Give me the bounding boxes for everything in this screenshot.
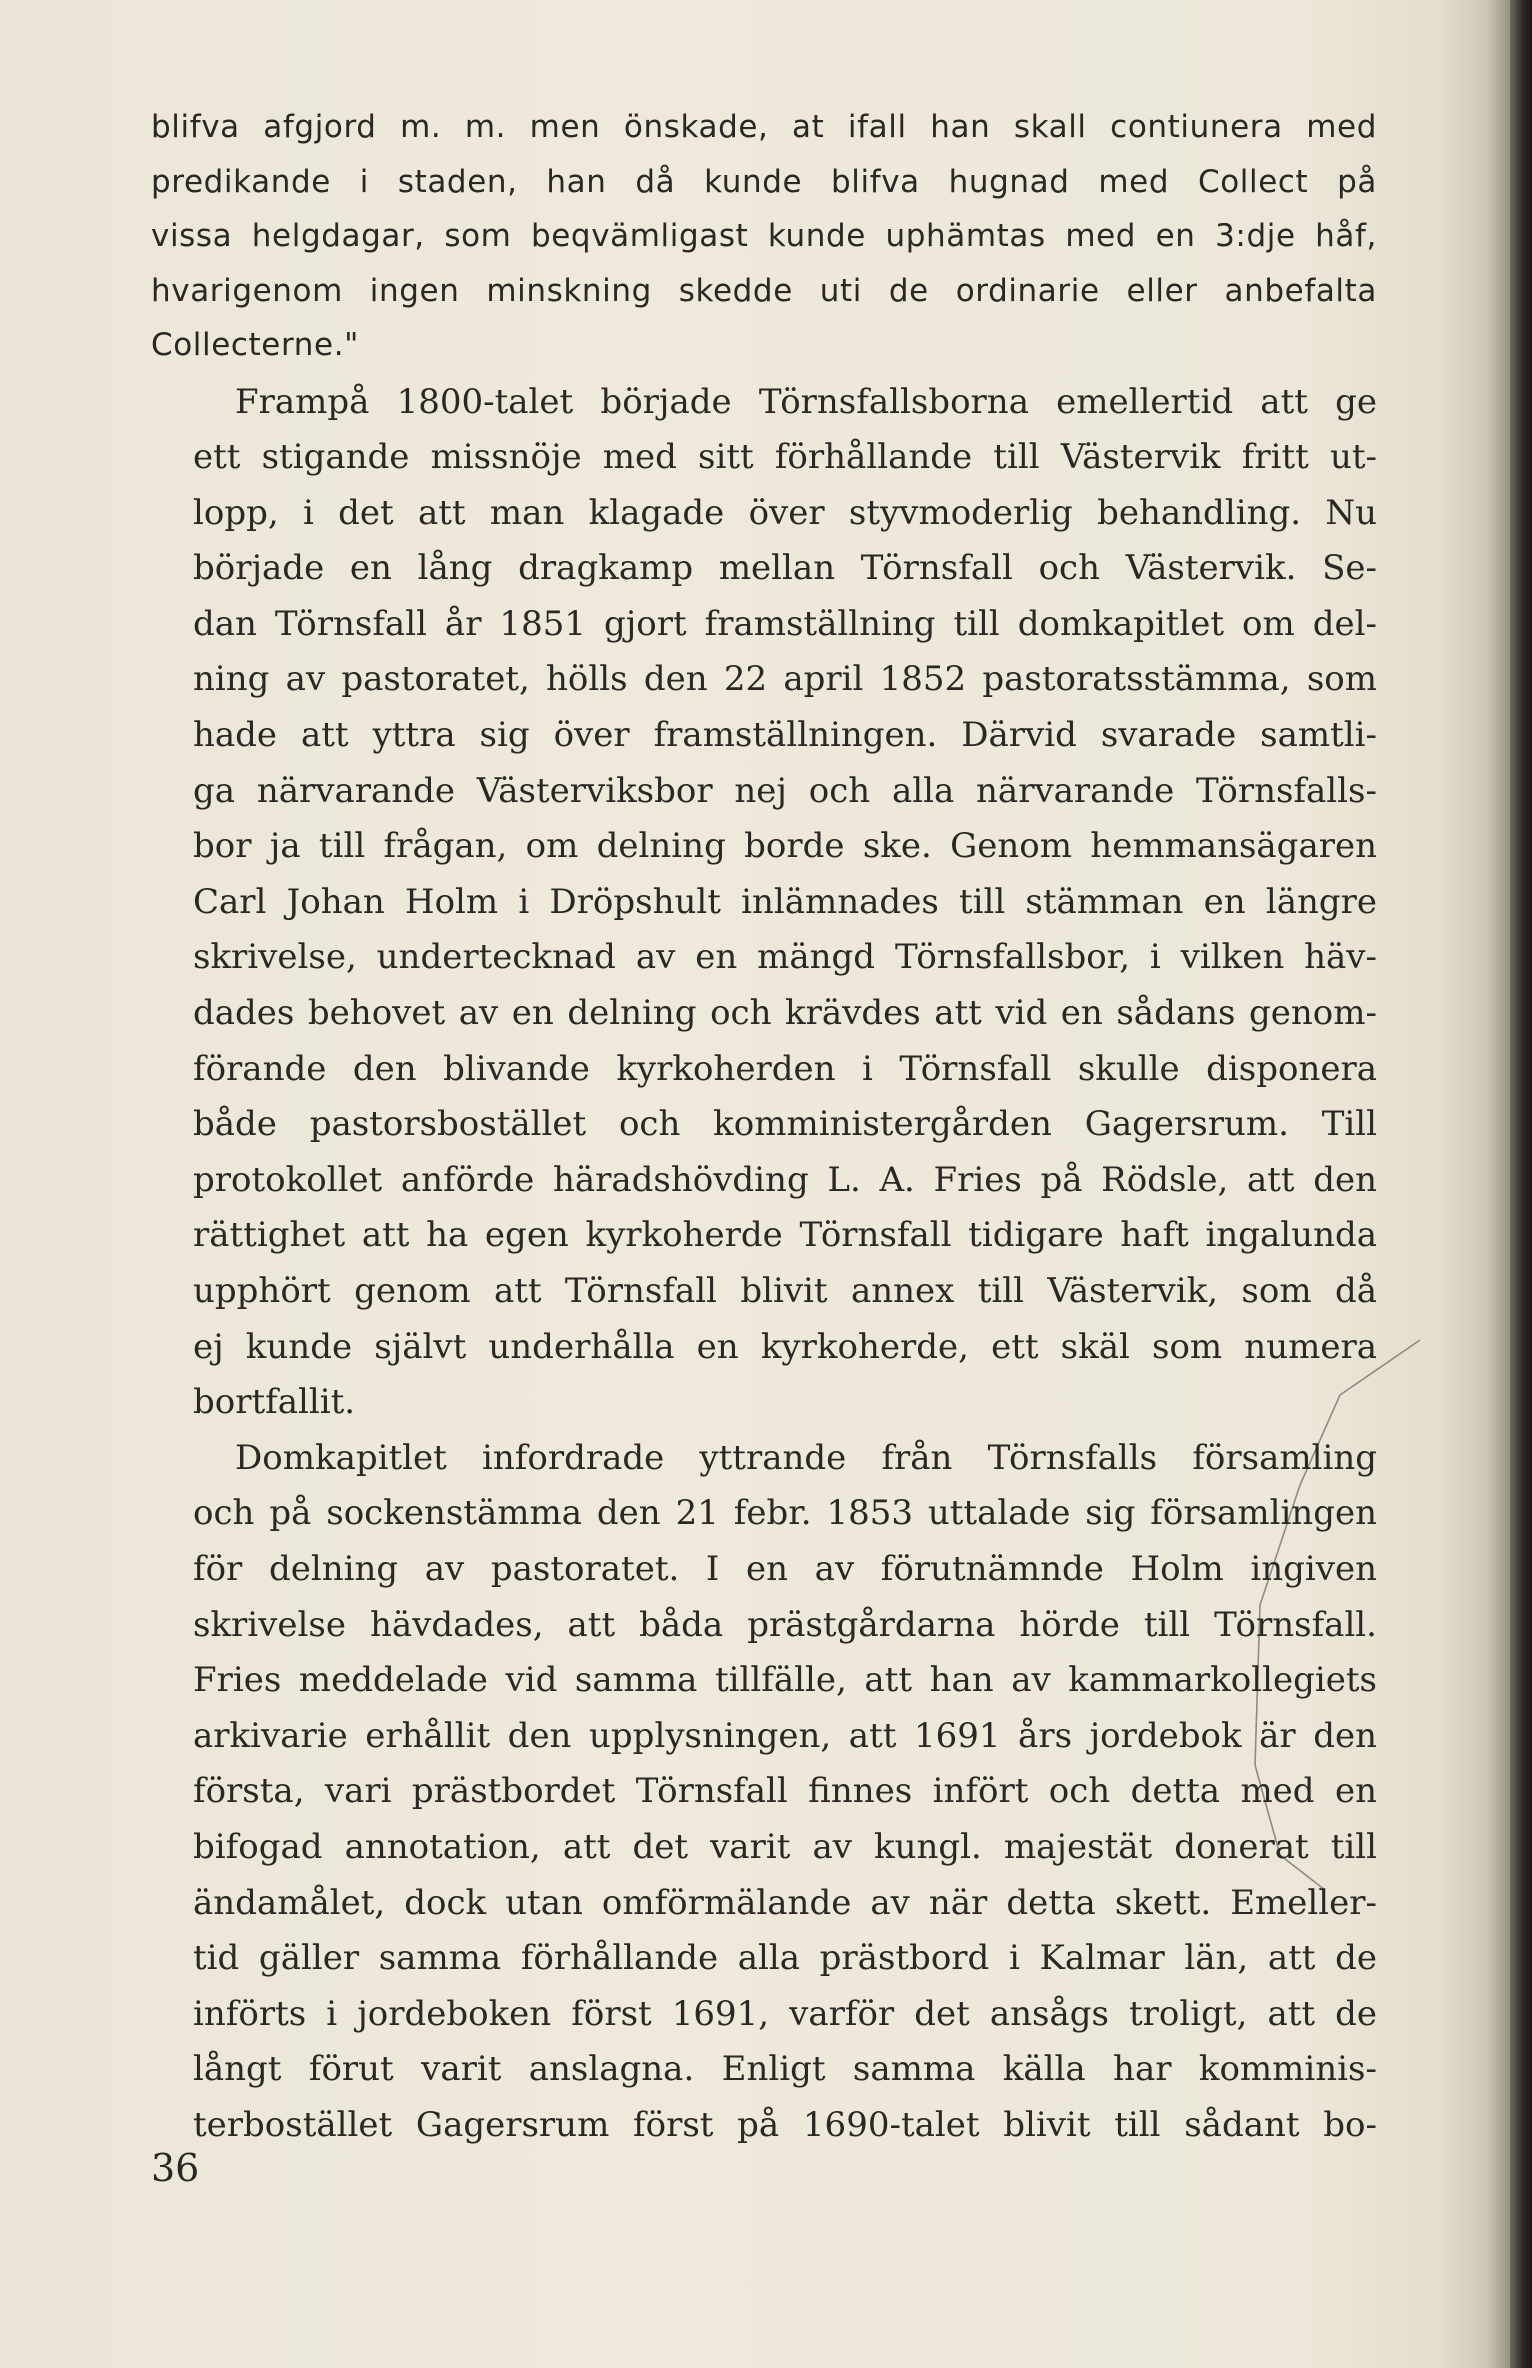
text-line: för delning av pastoratet. I en av förutnämnde Holm ingiven bbox=[193, 1548, 1377, 1589]
book-spine-shadow bbox=[1510, 0, 1532, 2368]
text-line: terbostället Gagersrum först på 1690-talet blivit till sådant bo- bbox=[193, 2104, 1377, 2145]
text-line: bifogad annotation, att det varit av kungl. majestät donerat till bbox=[193, 1826, 1377, 1867]
text-line: Domkapitlet infordrade yttrande från Törnsfalls församling bbox=[235, 1437, 1377, 1478]
text-line: dades behovet av en delning och krävdes att vid en sådans genom- bbox=[193, 993, 1377, 1034]
text-line: arkivarie erhållit den upplysningen, att 1691 års jordebok är den bbox=[193, 1715, 1377, 1756]
page-text bbox=[151, 100, 1377, 2154]
text-line: skrivelse, undertecknad av en mängd Törnsfallsbor, i vilken häv- bbox=[193, 937, 1377, 978]
text-line: långt förut varit anslagna. Enligt samma källa har komminis- bbox=[193, 2049, 1377, 2090]
text-line: ning av pastoratet, hölls den 22 april 1852 pastoratsstämma, som bbox=[193, 659, 1377, 700]
text-line: och på sockenstämma den 21 febr. 1853 uttalade sig församlingen bbox=[193, 1493, 1377, 1534]
text-line: tid gäller samma förhållande alla prästbord i Kalmar län, att de bbox=[193, 1938, 1377, 1979]
text-line: Carl Johan Holm i Dröpshult inlämnades till stämman en längre bbox=[193, 881, 1377, 922]
text-line: protokollet anförde häradshövding L. A. Fries på Rödsle, att den bbox=[193, 1159, 1377, 1200]
text-line: dan Törnsfall år 1851 gjort framställning till domkapitlet om del- bbox=[193, 603, 1377, 644]
text-line: Frampå 1800-talet började Törnsfallsborna emellertid att ge bbox=[235, 381, 1377, 422]
text-line: rättighet att ha egen kyrkoherde Törnsfall tidigare haft ingalunda bbox=[193, 1215, 1377, 1256]
text-line: började en lång dragkamp mellan Törnsfall och Västervik. Se- bbox=[193, 548, 1377, 589]
paragraph-3 bbox=[151, 1431, 1377, 2154]
text-line: hade att yttra sig över framställningen. Därvid svarade samtli- bbox=[193, 715, 1377, 756]
text-line: blifva afgjord m. m. men önskade, at ifall han skall contiunera med bbox=[151, 109, 1377, 145]
text-line: lopp, i det att man klagade över styvmoderlig behandling. Nu bbox=[193, 492, 1377, 533]
text-line: ett stigande missnöje med sitt förhållande till Västervik fritt ut- bbox=[193, 437, 1377, 478]
text-line: vissa helgdagar, som beqvämligast kunde uphämtas med en 3:dje håf, bbox=[151, 218, 1377, 254]
text-line: skrivelse hävdades, att båda prästgårdarna hörde till Törnsfall. bbox=[193, 1604, 1377, 1645]
text-line: både pastorsbostället och komministergården Gagersrum. Till bbox=[193, 1104, 1377, 1145]
text-line: bor ja till frågan, om delning borde ske. Genom hemmansägaren bbox=[193, 826, 1377, 867]
text-line: hvarigenom ingen minskning skedde uti de ordinarie eller anbefalta bbox=[151, 272, 1377, 309]
text-line: predikande i staden, han då kunde blifva hugnad med Collect på bbox=[151, 163, 1377, 200]
text-line: första, vari prästbordet Törnsfall finnes infört och detta med en bbox=[193, 1771, 1377, 1812]
text-line: ej kunde självt underhålla en kyrkoherde, ett skäl som numera bbox=[193, 1326, 1377, 1367]
paragraph-2 bbox=[151, 375, 1377, 1431]
text-line: införts i jordeboken först 1691, varför det ansågs troligt, att de bbox=[193, 1993, 1377, 2034]
text-line: Fries meddelade vid samma tillfälle, att han av kammarkollegiets bbox=[193, 1660, 1377, 1701]
page-number: 36 bbox=[151, 2146, 200, 2190]
text-line: ändamålet, dock utan omförmälande av när detta skett. Emeller- bbox=[193, 1882, 1377, 1923]
text-line: upphört genom att Törnsfall blivit annex till Västervik, som då bbox=[193, 1271, 1377, 1311]
text-line: ga närvarande Västerviksbor nej och alla närvarande Törnsfalls- bbox=[193, 770, 1377, 811]
quoted-paragraph bbox=[151, 100, 1377, 373]
text-line: Collecterne." bbox=[151, 327, 360, 363]
text-line: bortfallit. bbox=[193, 1382, 356, 1423]
text-line: förande den blivande kyrkoherden i Törnsfall skulle disponera bbox=[193, 1048, 1377, 1089]
